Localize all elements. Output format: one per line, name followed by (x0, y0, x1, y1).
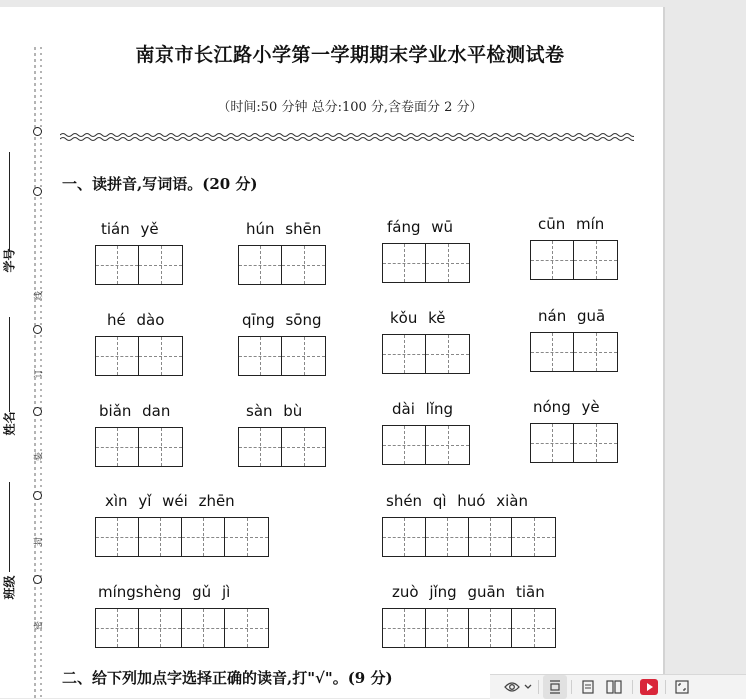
pinyin-text: biǎn dan (99, 402, 171, 420)
pinyin-item (238, 311, 326, 377)
fit-width-icon[interactable] (543, 675, 567, 699)
pinyin-item (238, 402, 326, 468)
pinyin-item (382, 400, 470, 466)
pinyin-text: kǒu kě (390, 309, 446, 327)
pinyin-item (530, 215, 618, 281)
pinyin-text: dài lǐng (392, 400, 454, 418)
pinyin-item (95, 492, 271, 558)
writing-grid (95, 336, 183, 376)
viewer-toolbar (490, 674, 746, 699)
writing-grid (95, 608, 269, 648)
name-line (9, 317, 10, 412)
pinyin-item (238, 220, 326, 286)
pinyin-item (382, 583, 558, 649)
toolbar-separator (538, 680, 539, 694)
binding-hole (33, 325, 42, 334)
pinyin-text: nóng yè (533, 398, 600, 416)
pinyin-item (95, 402, 183, 468)
name-label: 姓名 (2, 411, 17, 436)
writing-grid (382, 334, 470, 374)
writing-grid (530, 332, 618, 372)
document-page (0, 7, 663, 698)
pinyin-text: fáng wū (387, 218, 454, 236)
binding-hole (33, 127, 42, 136)
binding-hole (33, 575, 42, 584)
binding-hole (33, 491, 42, 500)
fullscreen-icon[interactable] (670, 675, 694, 699)
chevron-down-icon[interactable] (522, 675, 534, 699)
pinyin-text: qīng sōng (242, 311, 322, 329)
single-page-icon[interactable] (576, 675, 600, 699)
double-page-icon[interactable] (600, 675, 628, 699)
writing-grid (530, 423, 618, 463)
writing-grid (95, 517, 269, 557)
toolbar-separator (571, 680, 572, 694)
writing-grid (530, 240, 618, 280)
writing-grid (238, 336, 326, 376)
binding-char-mi: 密 (34, 621, 45, 631)
pinyin-text: xìn yǐ wéi zhēn (105, 492, 235, 510)
pinyin-item (382, 492, 558, 558)
binding-char-line: 线 (34, 291, 45, 301)
writing-grid (382, 517, 556, 557)
pinyin-text: hé dào (107, 311, 165, 329)
pinyin-text: míngshèng gǔ jì (98, 583, 231, 601)
student-id-line (9, 152, 10, 252)
pinyin-text: tián yě (101, 220, 159, 238)
play-icon[interactable] (637, 675, 661, 699)
writing-grid (95, 427, 183, 467)
writing-grid (238, 245, 326, 285)
student-id-label: 学号 (2, 248, 17, 273)
pinyin-text: zuò jǐng guān tiān (392, 583, 545, 601)
pinyin-text: hún shēn (246, 220, 322, 238)
pinyin-text: cūn mín (538, 215, 605, 233)
binding-char-ding: 订 (34, 369, 45, 379)
binding-hole (33, 407, 42, 416)
writing-grid (238, 427, 326, 467)
pinyin-item (95, 220, 183, 286)
eye-icon[interactable] (502, 675, 522, 699)
toolbar-separator (665, 680, 666, 694)
pinyin-item (382, 218, 470, 284)
pinyin-text: nán guā (538, 307, 606, 325)
exam-title: 南京市长江路小学第一学期期末学业水平检测试卷 (135, 44, 565, 66)
binding-char-feng: 封 (34, 537, 45, 547)
pinyin-item (530, 398, 618, 464)
writing-grid (95, 245, 183, 285)
exam-subtitle: （时间:50 分钟 总分:100 分,含卷面分 2 分） (217, 100, 483, 115)
pinyin-text: sàn bù (246, 402, 303, 420)
pinyin-item (382, 309, 470, 375)
pinyin-text: shén qì huó xiàn (386, 492, 528, 510)
decorative-wave-divider (60, 131, 634, 143)
pinyin-item (95, 583, 271, 649)
class-line (9, 482, 10, 572)
section-1-title: 一、读拼音,写词语。(20 分) (62, 175, 258, 193)
page-edge-shadow (663, 7, 665, 698)
binding-hole (33, 187, 42, 196)
writing-grid (382, 608, 556, 648)
binding-char-zhuang: 装 (34, 452, 45, 462)
class-label: 班级 (2, 575, 17, 600)
writing-grid (382, 425, 470, 465)
toolbar-separator (632, 680, 633, 694)
pinyin-item (530, 307, 618, 373)
section-2-title: 二、给下列加点字选择正确的读音,打"√"。(9 分) (62, 669, 393, 687)
pinyin-item (95, 311, 183, 377)
writing-grid (382, 243, 470, 283)
